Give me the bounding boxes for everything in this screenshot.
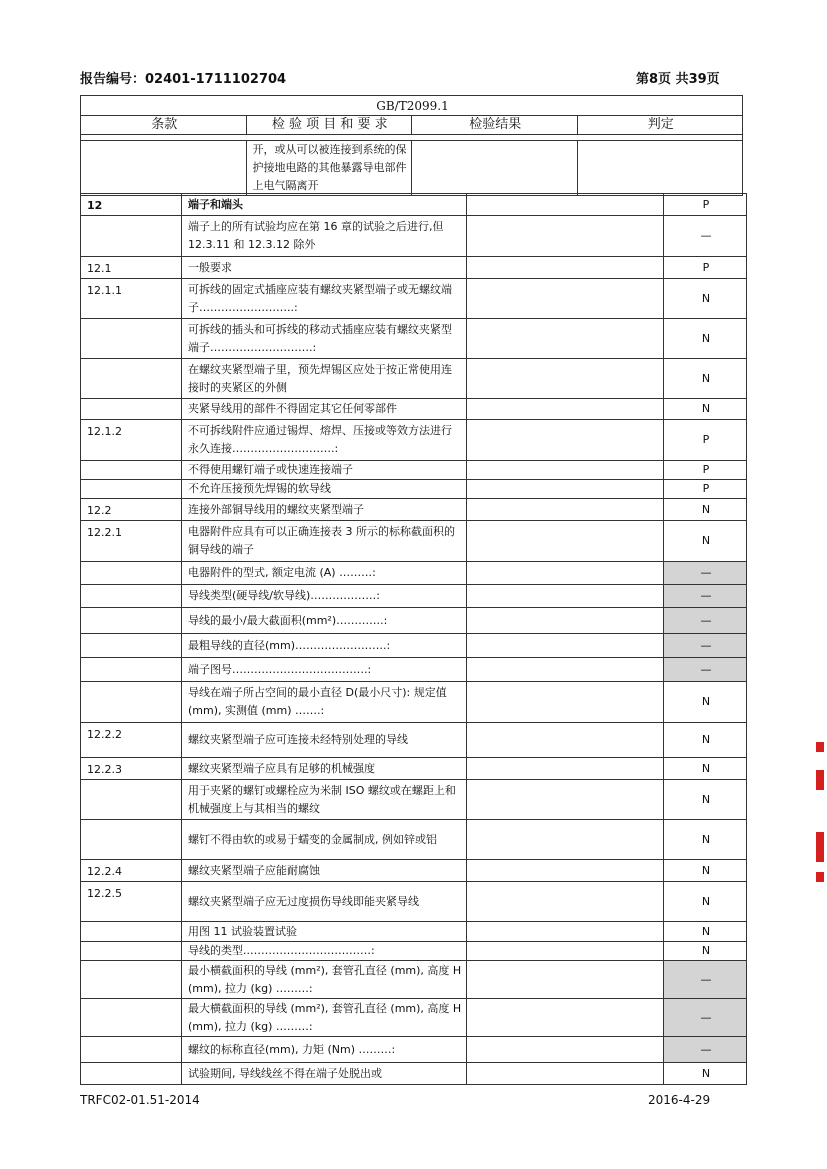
clause-cell: 12.1.1 (81, 279, 182, 319)
result-cell (467, 562, 664, 585)
clause-cell (81, 922, 182, 942)
table-row (81, 860, 747, 882)
result-cell (467, 399, 664, 420)
verdict-cell: N (664, 359, 747, 399)
result-cell (467, 882, 664, 922)
requirement-cell: 最大横截面积的导线 (mm²), 套管孔直径 (mm), 高度 H (mm), 拉力 (kg) ………: (182, 999, 467, 1037)
verdict-cell: N (664, 521, 747, 562)
verdict-cell: — (664, 961, 747, 999)
table-row (81, 723, 747, 758)
clause-cell (81, 658, 182, 682)
clause-cell (81, 1037, 182, 1063)
clause-cell (81, 480, 182, 499)
result-cell (467, 820, 664, 860)
table-row (81, 499, 747, 521)
requirement-cell: 连接外部铜导线用的螺纹夹紧型端子 (182, 499, 467, 521)
requirement-cell: 导线的类型..……………………………: (182, 942, 467, 961)
table-row (81, 1037, 747, 1063)
clause-cell (81, 1063, 182, 1085)
table-row (81, 882, 747, 922)
clause-cell: 12.2.5 (81, 882, 182, 922)
requirement-cell: 可拆线的固定式插座应装有螺纹夹紧型端子或无螺纹端子……………………..: (182, 279, 467, 319)
result-cell (467, 723, 664, 758)
table-row (81, 999, 747, 1037)
result-cell (467, 521, 664, 562)
result-cell (467, 279, 664, 319)
continuation-verdict (577, 141, 743, 196)
verdict-cell: — (664, 634, 747, 658)
result-cell (467, 608, 664, 634)
verdict-cell: N (664, 1063, 747, 1085)
clause-cell: 12.1 (81, 257, 182, 279)
requirement-cell: 最小横截面积的导线 (mm²), 套管孔直径 (mm), 高度 H (mm), 拉力 (kg) ………: (182, 961, 467, 999)
result-cell (467, 257, 664, 279)
table-row (81, 216, 747, 257)
clause-cell: 12.2.1 (81, 521, 182, 562)
requirement-cell: 端子上的所有试验均应在第 16 章的试验之后进行,但 12.3.11 和 12.3.12 除外 (182, 216, 467, 257)
verdict-cell: P (664, 420, 747, 461)
clause-cell (81, 682, 182, 723)
table-row (81, 585, 747, 608)
standard-title: GB/T2099.1 (81, 96, 743, 116)
report-number: 报告编号：02401-1711102704 (80, 72, 287, 87)
col-header-requirement: 检 验 项 目 和 要 求 (246, 116, 412, 135)
verdict-cell: N (664, 723, 747, 758)
requirement-cell: 螺纹夹紧型端子应无过度损伤导线即能夹紧导线 (182, 882, 467, 922)
table-row (81, 942, 747, 961)
verdict-cell: — (664, 216, 747, 257)
verdict-cell: N (664, 499, 747, 521)
verdict-cell: N (664, 279, 747, 319)
clause-cell: 12.2.3 (81, 758, 182, 780)
clause-cell (81, 820, 182, 860)
requirement-cell: 螺钉不得由软的或易于蠕变的金属制成, 例如锌或铝 (182, 820, 467, 860)
clause-cell (81, 780, 182, 820)
result-cell (467, 585, 664, 608)
requirement-cell: 试验期间, 导线线丝不得在端子处脱出或 (182, 1063, 467, 1085)
table-row (81, 820, 747, 860)
result-cell (467, 420, 664, 461)
result-cell (467, 480, 664, 499)
table-row (81, 658, 747, 682)
result-cell (467, 1063, 664, 1085)
requirement-cell: 电器附件的型式, 额定电流 (A) ………: (182, 562, 467, 585)
continuation-requirement: 开，或从可以被连接到系统的保护接地电路的其他暴露导电部件上电气隔离开 (246, 141, 412, 196)
verdict-cell: P (664, 480, 747, 499)
verdict-cell: — (664, 562, 747, 585)
table-row (81, 682, 747, 723)
verdict-cell: N (664, 860, 747, 882)
table-row (81, 608, 747, 634)
result-cell (467, 860, 664, 882)
requirement-cell: 螺纹夹紧型端子应具有足够的机械强度 (182, 758, 467, 780)
table-row (81, 961, 747, 999)
clause-cell: 12.2.2 (81, 723, 182, 758)
result-cell (467, 499, 664, 521)
verdict-cell: N (664, 319, 747, 359)
table-row (81, 758, 747, 780)
clause-cell: 12.2.4 (81, 860, 182, 882)
requirement-cell: 不得使用螺钉端子或快速连接端子 (182, 461, 467, 480)
verdict-cell: N (664, 922, 747, 942)
continuation-clause (81, 141, 247, 196)
edge-mark (816, 742, 824, 752)
result-cell (467, 634, 664, 658)
clause-cell (81, 399, 182, 420)
form-date: 2016-4-29 (648, 1093, 711, 1107)
continuation-result (412, 141, 578, 196)
verdict-cell: — (664, 658, 747, 682)
col-header-clause: 条款 (81, 116, 247, 135)
requirement-cell: 螺纹夹紧型端子应能耐腐蚀 (182, 860, 467, 882)
clause-cell (81, 585, 182, 608)
table-row (81, 194, 747, 216)
verdict-cell: — (664, 608, 747, 634)
clause-cell (81, 634, 182, 658)
clause-cell (81, 562, 182, 585)
inspection-table (80, 193, 747, 1085)
result-cell (467, 942, 664, 961)
verdict-cell: P (664, 194, 747, 216)
verdict-cell: N (664, 758, 747, 780)
requirement-cell: 一般要求 (182, 257, 467, 279)
clause-cell (81, 319, 182, 359)
table-row (81, 480, 747, 499)
result-cell (467, 658, 664, 682)
requirement-cell: 端子和端头 (182, 194, 467, 216)
requirement-cell: 螺纹夹紧型端子应可连接未经特别处理的导线 (182, 723, 467, 758)
clause-cell (81, 608, 182, 634)
requirement-cell: 导线类型(硬导线/软导线)………………: (182, 585, 467, 608)
verdict-cell: N (664, 682, 747, 723)
clause-cell (81, 359, 182, 399)
clause-cell: 12.2 (81, 499, 182, 521)
result-cell (467, 999, 664, 1037)
table-row (81, 1063, 747, 1085)
result-cell (467, 780, 664, 820)
requirement-cell: 可拆线的插头和可拆线的移动式插座应装有螺纹夹紧型端子……………………….: (182, 319, 467, 359)
table-row (81, 521, 747, 562)
verdict-cell: N (664, 942, 747, 961)
clause-cell (81, 999, 182, 1037)
verdict-cell: — (664, 999, 747, 1037)
table-row (81, 780, 747, 820)
table-row (81, 922, 747, 942)
clause-cell: 12.1.2 (81, 420, 182, 461)
requirement-cell: 螺纹的标称直径(mm), 力矩 (Nm) ………: (182, 1037, 467, 1063)
requirement-cell: 用图 11 试验装置试验 (182, 922, 467, 942)
result-cell (467, 319, 664, 359)
verdict-cell: N (664, 882, 747, 922)
clause-cell (81, 942, 182, 961)
result-cell (467, 961, 664, 999)
edge-mark (816, 872, 824, 882)
table-row (81, 634, 747, 658)
verdict-cell: P (664, 257, 747, 279)
requirement-cell: 用于夹紧的螺钉或螺栓应为米制 ISO 螺纹或在螺距上和机械强度上与其相当的螺纹 (182, 780, 467, 820)
verdict-cell: N (664, 780, 747, 820)
result-cell (467, 1037, 664, 1063)
table-row (81, 461, 747, 480)
table-row (81, 359, 747, 399)
form-number: TRFC02-01.51-2014 (80, 1093, 200, 1107)
edge-mark (816, 770, 824, 790)
result-cell (467, 758, 664, 780)
verdict-cell: N (664, 820, 747, 860)
clause-cell: 12 (81, 194, 182, 216)
requirement-cell: 不可拆线附件应通过锡焊、熔焊、压接或等效方法进行永久连接……………………….: (182, 420, 467, 461)
header-table (80, 95, 743, 196)
requirement-cell: 端子图号……………………………….: (182, 658, 467, 682)
table-row (81, 420, 747, 461)
col-header-result: 检验结果 (412, 116, 578, 135)
result-cell (467, 461, 664, 480)
table-row (81, 399, 747, 420)
requirement-cell: 导线在端子所占空间的最小直径 D(最小尺寸): 规定值 (mm), 实测值 (mm) …….: (182, 682, 467, 723)
clause-cell (81, 216, 182, 257)
clause-cell (81, 461, 182, 480)
requirement-cell: 电器附件应具有可以正确连接表 3 所示的标称截面积的铜导线的端子 (182, 521, 467, 562)
table-row (81, 562, 747, 585)
page-indicator: 第8页 共39页 (636, 72, 720, 87)
table-row (81, 319, 747, 359)
result-cell (467, 194, 664, 216)
requirement-cell: 导线的最小/最大截面积(mm²)………….: (182, 608, 467, 634)
edge-mark (816, 832, 824, 862)
requirement-cell: 最粗导线的直径(mm)…………………….: (182, 634, 467, 658)
col-header-verdict: 判定 (577, 116, 743, 135)
verdict-cell: — (664, 1037, 747, 1063)
requirement-cell: 在螺纹夹紧型端子里，预先焊锡区应处于按正常使用连接时的夹紧区的外侧 (182, 359, 467, 399)
result-cell (467, 216, 664, 257)
result-cell (467, 682, 664, 723)
requirement-cell: 不允许压接预先焊锡的软导线 (182, 480, 467, 499)
verdict-cell: — (664, 585, 747, 608)
table-row (81, 257, 747, 279)
verdict-cell: N (664, 399, 747, 420)
table-row (81, 279, 747, 319)
clause-cell (81, 961, 182, 999)
verdict-cell: P (664, 461, 747, 480)
requirement-cell: 夹紧导线用的部件不得固定其它任何零部件 (182, 399, 467, 420)
result-cell (467, 359, 664, 399)
result-cell (467, 922, 664, 942)
